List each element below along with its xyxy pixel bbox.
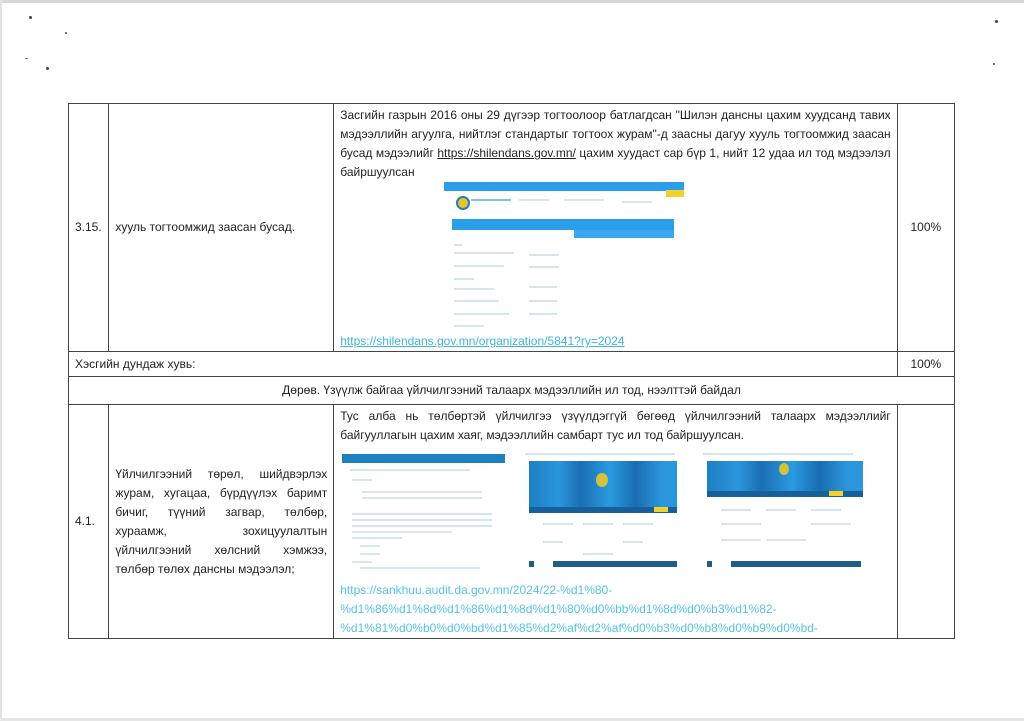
screenshot-text-line bbox=[454, 265, 504, 267]
scan-speck bbox=[65, 32, 67, 34]
screenshot-text-line bbox=[622, 201, 652, 203]
screenshot-nav-bar bbox=[444, 182, 684, 191]
scan-speck bbox=[993, 63, 995, 65]
screenshot-text-line bbox=[454, 252, 514, 254]
screenshot-text-line bbox=[564, 199, 604, 201]
screenshot-text-line bbox=[471, 199, 511, 201]
screenshot-text-line bbox=[583, 553, 613, 555]
screenshot-text-line bbox=[454, 278, 474, 280]
screenshot-text-line bbox=[811, 509, 841, 511]
screenshot-text-line bbox=[352, 519, 492, 521]
table-row-4-1 bbox=[69, 405, 955, 639]
section-average-label: Хэсгийн дундаж хувь: bbox=[69, 352, 898, 377]
screenshot-text-line bbox=[454, 325, 484, 327]
evidence-text-tail: цахим хуудаст сар бүр 1, нийт 12 удаа ил тод мэдээлэл байршуулсан bbox=[340, 146, 891, 179]
screenshot-text-line bbox=[454, 244, 462, 246]
screenshot-text-line bbox=[360, 545, 380, 547]
score-cell bbox=[897, 405, 954, 639]
screenshot-text-line bbox=[352, 537, 402, 539]
sankhuu-link-line-1[interactable]: https://sankhuu.audit.da.gov.mn/2024/22-%d1%80- bbox=[340, 583, 613, 597]
screenshot-text-line bbox=[529, 300, 557, 302]
screenshot-text-line bbox=[519, 199, 549, 201]
scan-edge-left bbox=[0, 0, 2, 721]
scan-edge-top bbox=[0, 0, 1024, 3]
screenshot-text-line bbox=[529, 286, 557, 288]
screenshot-text-line bbox=[766, 539, 806, 541]
section-average-row bbox=[69, 352, 955, 377]
screenshot-taskbar bbox=[553, 561, 677, 567]
screenshot-text-line bbox=[360, 553, 380, 555]
screenshot-text-line bbox=[352, 561, 372, 563]
screenshot-text-line bbox=[362, 491, 482, 493]
screenshot-text-line bbox=[352, 525, 492, 527]
scan-speck bbox=[46, 67, 49, 70]
screenshot-text-line bbox=[352, 531, 452, 533]
scan-speck bbox=[995, 20, 998, 23]
sankhuu-link-line-3[interactable]: %d1%81%d0%b0%d0%bd%d1%85%d2%af%d2%af%d0%b3%d0%b8%d0%b9%d0%bd- bbox=[340, 621, 818, 635]
evidence-screenshots bbox=[340, 449, 890, 569]
screenshot-highlight bbox=[654, 507, 668, 512]
criterion-cell: Үйлчилгээний төрөл, шийдвэрлэх журам, хугацаа, бүрдүүлэх баримт бичиг, түүний загвар, төлбөр, хураамж, зохицуулалтын үйлчилгээний хөлсний хэмжээ, төлбөр төлөх дансны мэдээлэл; bbox=[109, 405, 334, 639]
screenshot-text-line bbox=[525, 453, 675, 455]
screenshot-text-line bbox=[454, 300, 499, 302]
criterion-cell: хууль тогтоомжид заасан бусад. bbox=[109, 104, 334, 352]
evidence-paragraph: Тус алба нь төлбөртэй үйлчилгээ үзүүлдэггүй бөгөөд үйлчилгээний талаарх мэдээллийг байгууллагын цахим хаяг, мэдээллийн самбарт тус ил тод байршуулсан. bbox=[340, 409, 891, 442]
sankhuu-link-line-2[interactable]: %d1%86%d1%8d%d1%86%d1%8d%d1%80%d0%bb%d1%8d%d0%b3%d1%82- bbox=[340, 602, 777, 616]
sankhuu-url bbox=[340, 581, 890, 638]
screenshot-highlight bbox=[829, 491, 843, 496]
screenshot-text-line bbox=[529, 254, 559, 256]
section-header-row bbox=[69, 377, 955, 405]
table-row-3-15 bbox=[69, 104, 955, 352]
screenshot-text-line bbox=[362, 497, 482, 499]
screenshot-table-header bbox=[452, 219, 674, 230]
section-header: Дөрөв. Үзүүлж байгаа үйлчилгээний талаарх мэдээллийн ил тод, нээлттэй байдал bbox=[69, 377, 955, 405]
shilendans-inline-link[interactable]: https://shilendans.gov.mn/ bbox=[437, 146, 576, 160]
screenshot-text-line bbox=[766, 509, 796, 511]
screenshot-text-line bbox=[721, 539, 761, 541]
evidence-cell bbox=[334, 104, 897, 352]
screenshot-start bbox=[529, 561, 534, 567]
screenshot-text-line bbox=[623, 523, 653, 525]
screenshot-logo bbox=[456, 196, 470, 210]
screenshot-text-line bbox=[529, 313, 557, 315]
screenshot-text-line bbox=[529, 266, 559, 268]
evidence-cell bbox=[334, 405, 897, 639]
screenshot-image bbox=[444, 182, 684, 330]
row-number: 3.15. bbox=[69, 104, 109, 352]
screenshot-text-line bbox=[811, 523, 851, 525]
screenshot-text-line bbox=[350, 469, 470, 471]
scan-speck bbox=[25, 58, 28, 59]
evaluation-table bbox=[68, 103, 955, 639]
section-average-score: 100% bbox=[897, 352, 954, 377]
screenshot-table-header-sub bbox=[574, 230, 674, 238]
shilendans-organization-link[interactable]: https://shilendans.gov.mn/organization/5841?ry=2024 bbox=[340, 334, 625, 348]
screenshot-text-line bbox=[543, 523, 573, 525]
screenshot-text-line bbox=[352, 513, 492, 515]
screenshot-text-line bbox=[543, 541, 563, 543]
screenshot-text-line bbox=[721, 509, 751, 511]
evidence-paragraph bbox=[340, 106, 890, 182]
screenshot-text-line bbox=[623, 541, 643, 543]
screenshot-text-line bbox=[703, 453, 853, 455]
screenshot-text-line bbox=[454, 313, 509, 315]
screenshot-text-line bbox=[360, 567, 480, 569]
website-screenshot-1 bbox=[342, 451, 505, 569]
website-screenshot-2 bbox=[523, 451, 683, 569]
score-cell: 100% bbox=[897, 104, 954, 352]
screenshot-taskbar bbox=[731, 561, 861, 567]
screenshot-text-line bbox=[352, 479, 372, 481]
screenshot-text-line bbox=[583, 523, 613, 525]
screenshot-start bbox=[707, 561, 712, 567]
website-screenshot-3 bbox=[701, 451, 866, 569]
screenshot-text-line bbox=[721, 523, 761, 525]
screenshot-nav-bar bbox=[342, 454, 505, 463]
screenshot-text-line bbox=[454, 288, 494, 290]
shilendans-screenshot bbox=[340, 182, 890, 332]
row-number: 4.1. bbox=[69, 405, 109, 639]
evidence-text: Засгийн газрын 2016 оны 29 дүгээр тогтоолоор батлагдсан "Шилэн дансны цахим хуудсанд тавих мэдээллийн агуулга, нийтлэг стандартыг тогтоох журам"-д заасны дагуу хууль тогтоомжид заасан бусад мэдээлийг bbox=[340, 108, 891, 160]
scan-speck bbox=[29, 16, 32, 19]
screenshot-highlight bbox=[666, 190, 684, 197]
